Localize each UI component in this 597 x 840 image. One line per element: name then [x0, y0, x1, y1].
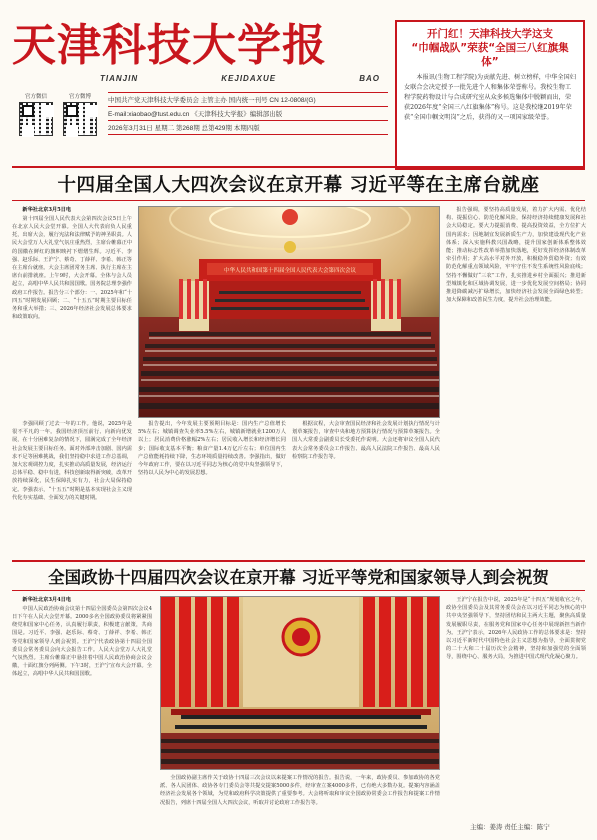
article1-col1-text: 第十四届全国人民代表大会第四次会议5日上午在北京人民大会堂开幕。全国人大代表肩负人民重托，出席大会，履行宪法和法律赋予的神圣职责。人民大会堂万人大礼堂气氛庄重热烈，主席台帷幕正中的国徽在鲜红的旗帜映衬下熠熠生辉。习近平、李强、赵乐际、王沪宁、蔡奇、丁薛祥、李希、韩正等在主席台就座。大会主席团常务主席、执行主席在主席台前排就座。上午9时，大会开幕。全体与会人员起立，高唱中华人民共和国国歌。国务院总理李强作政府工作报告。报告分三个部分：一、2025年和“十四五”时期发展回顾；二、“十五五”时期主要目标任务和重大举措；三、2026年经济社会发展总体要求和政策取向。 — [12, 215, 132, 321]
promo-body: 本报讯(生物工程学院)为贡献先进、树立榜样，中华全国妇女联合会决定授予一批先进个人和集体荣誉称号。我校生物工程学院药物设计与合成研究室从众多候选集体中脱颖而出，荣获2026年度“全国三八红旗集体”称号。这是我校继2019年荣获“全国巾帼文明岗”之后，获得的又一项国家级荣誉。 — [404, 74, 576, 121]
article2-col3-text: 全国政协副主席作关于政协十四届三次会议以来提案工作情况的报告。报告说，一年来，政协委员、参加政协的各党派、各人民团体、政协各专门委员会等共提交提案5000多件，经审查立案4000多件，已有绝大多数办复。提案内容涵盖经济社会发展各个领域，为党和政府科学决策提供了重要参考。大会将听取和审议全国政协常委会工作报告和提案工作情况报告，列席十四届全国人大四次会议，听取并讨论政府工作报告等。 — [160, 775, 440, 806]
article2-text-col3 — [160, 774, 440, 818]
pinyin-3: BAO — [359, 74, 380, 83]
article2-text-col1 — [12, 596, 152, 818]
article1-col3-text: 报告提出，今年发展主要预期目标是：国内生产总值增长5%左右；城镇调查失业率5.5%左右，城镇新增就业1200万人以上；居民消费价格涨幅2%左右；居民收入增长和经济增长同步；国际收支基本平衡；粮食产量1.4万亿斤左右；单位国内生产总值能耗持续下降，生态环境质量持续改善。李强指出，做好今年政府工作，要在以习近平同志为核心的党中央坚强领导下，坚持以人民为中心的发展思想。 — [138, 421, 286, 477]
qr-label: 官方微博 — [68, 94, 91, 100]
divider — [12, 166, 585, 168]
article1-col5-text: 报告强调，要坚持高质量发展，着力扩大内需、优化结构、提振信心、防范化解风险，保持经济持续健康发展和社会大局稳定。要大力提振消费、提高投资效益，全方位扩大国内需求；因地制宜发展新质生产力，加快建设现代化产业体系；深入实施科教兴国战略，提升国家创新体系整体效能；推动标志性改革举措加快落地，更好发挥经济体制改革牵引作用；扩大高水平对外开放，积极稳外贸稳外资；有效防范化解重点领域风险，牢牢守住不发生系统性风险底线；坚持不懈做好“三农”工作，扎实推进乡村全面振兴；推进新型城镇化和区域协调发展，进一步优化发展空间格局；协同推进降碳减污扩绿增长，加快经济社会发展全面绿色转型；加大保障和改善民生力度，提升社会治理效能。 — [446, 207, 586, 304]
pinyin-1: TIANJIN — [100, 74, 139, 83]
footer-editors: 主编：姜涛 责任主编：陈宁 — [470, 824, 550, 831]
cppcc-hall-photo — [161, 597, 440, 770]
divider — [12, 560, 585, 562]
promo-headline-1: 开门红！天津科技大学这支 — [427, 28, 553, 40]
article2-photo[interactable] — [160, 596, 440, 770]
masthead-pinyin — [100, 74, 380, 83]
promo-headline-2: “巾帼战队”荣获“全国三八红旗集体” — [411, 42, 569, 68]
article1-photo[interactable] — [138, 206, 440, 418]
article1-text-col3 — [138, 420, 286, 558]
article2-col2-text: 王沪宁在报告中说，2025年是“十四五”规划收官之年，政协全国委员会及其常务委员会在以习近平同志为核心的中共中央坚强领导下，坚持团结和民主两大主题，聚焦高质量发展履职尽责，在服务党和国家中心任务中展现新担当新作为。王沪宁表示，2026年人民政协工作的总体要求是：坚持以习近平新时代中国特色社会主义思想为指导，全面贯彻党的二十大和二十届历次全会精神，坚持和加强党的全面领导，围绕中心、服务大局，为推进中国式现代化凝心聚力。 — [446, 597, 586, 661]
qr-wechat[interactable] — [16, 92, 56, 136]
masthead-title: 天津科技大学报 — [12, 20, 327, 71]
promo-box[interactable] — [395, 20, 585, 170]
article1-col2-text: 李强回顾了过去一年的工作。他说，2025年是很不平凡的一年。我国经济顶压前行、向新向优发展，在十分困难复杂的情况下，圆满完成了全年经济社会发展主要目标任务。面对外部冲击加剧、国内需求不足等困难挑战，我们坚持稳中求进工作总基调，加大宏观调控力度，扎实推动高质量发展，经济运行总体平稳、稳中有进，科技创新取得新突破，改革开放持续深化，民生保障扎实有力，社会大局保持稳定。李强表示，“十五五”时期是基本实现社会主义现代化夯实基础、全面发力的关键时期。 — [12, 421, 132, 501]
article2-headline[interactable]: 全国政协十四届四次会议在京开幕 习近平等党和国家领导人到会祝贺 — [48, 568, 549, 587]
article1-text-col1 — [12, 206, 132, 416]
info-publisher: 中国共产党天津科技大学委员会 主管主办 国内统一刊号 CN 12-0808/(G) — [108, 92, 388, 107]
article1-headline[interactable]: 十四届全国人大四次会议在京开幕 习近平等在主席台就座 — [57, 175, 540, 196]
article1-col4-text: 根据议程，大会审查国民经济和社会发展计划执行情况与计划草案报告，审查中央和地方预算执行情况与预算草案报告。全国人大常委会副委员长受委托作说明。大会还将审议全国人民代表大会常务委员会工作报告、最高人民法院工作报告、最高人民检察院工作报告等。 — [292, 421, 440, 460]
article1-text-col4 — [292, 420, 440, 558]
masthead — [12, 18, 384, 74]
article1-text-col2 — [12, 420, 132, 558]
divider — [12, 200, 585, 201]
article1-text-col5 — [446, 206, 586, 556]
article2-dateline: 新华社北京3月4日电 — [22, 597, 72, 603]
publication-info — [108, 92, 388, 135]
qr-code-icon — [19, 102, 53, 136]
congress-hall-photo — [139, 207, 440, 418]
article2-text-col2 — [446, 596, 586, 818]
divider — [12, 590, 585, 591]
article2-col1-text: 中国人民政治协商会议第十四届全国委员会第四次会议4日下午在人民大会堂开幕。2000多名全国政协委员将紧紧围绕党和国家中心任务，认真履行职责，积极建言献策，共商国是。习近平、李强、赵乐际、蔡奇、丁薛祥、李希、韩正等党和国家领导人到会祝贺。王沪宁代表政协第十四届全国委员会常务委员会向大会报告工作。人民大会堂万人大礼堂气氛热烈。主席台帷幕正中悬挂着中国人民政治协商会议会徽，十面红旗分列两侧。下午3时，王沪宁宣布大会开幕。全体起立，高唱中华人民共和国国歌。 — [12, 605, 152, 678]
qr-code-icon — [63, 102, 97, 136]
pinyin-2: KEJIDAXUE — [221, 74, 277, 83]
article1-dateline: 新华社北京3月5日电 — [22, 207, 72, 213]
qr-label: 官方微信 — [24, 94, 47, 100]
info-email: E-mail:xiaobao@tust.edu.cn 《天津科技大学报》编辑部出版 — [108, 107, 388, 121]
info-date: 2026年3月31日 星期二 第268期 总第429期 本期四版 — [108, 121, 388, 135]
qr-weibo[interactable] — [60, 92, 100, 136]
hall-banner-text: 中华人民共和国第十四届全国人民代表大会第四次会议 — [223, 268, 357, 274]
